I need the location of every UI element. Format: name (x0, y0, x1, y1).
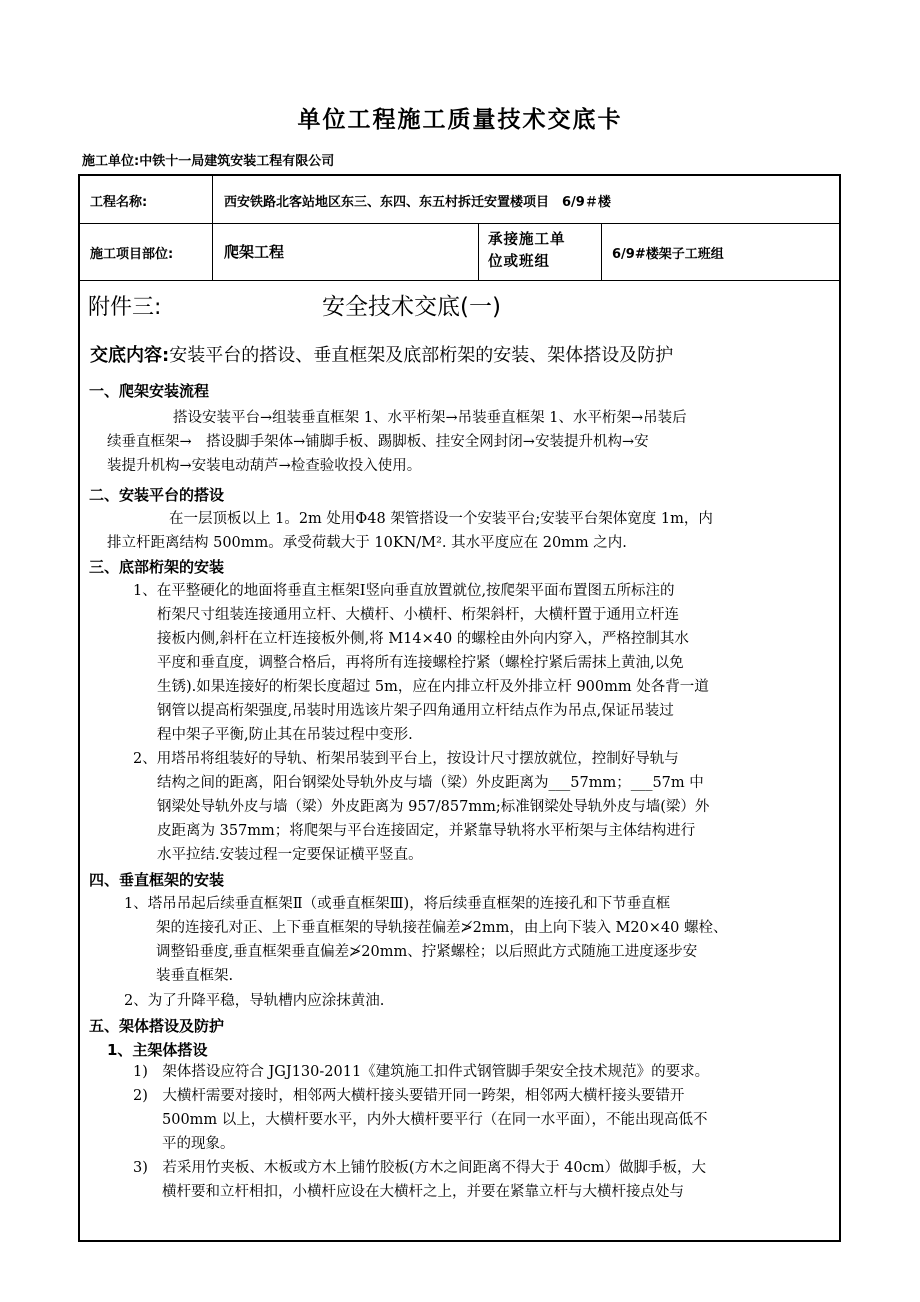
text-line: 1、在平整硬化的地面将垂直主框架Ⅰ竖向垂直放置就位,按爬架平面布置图五所标注的 (133, 583, 675, 599)
text-line: 装提升机构→安装电动葫芦→检查验收投入使用。 (107, 458, 422, 474)
project-name-label: 工程名称: (90, 195, 148, 210)
text-line: 钢梁处导轨外皮与墙（梁）外皮距离为 957/857mm;标准钢梁处导轨外皮与墙(梁）外 (157, 799, 710, 815)
content-label: 交底内容: (90, 345, 170, 366)
paragraph (133, 747, 709, 867)
text-line: 结构之间的距离，阳台钢梁处导轨外皮与墙（梁）外皮距离为___57mm；___57m 中 (157, 775, 704, 791)
paragraph (107, 406, 687, 478)
subsection-heading: 1、主架体搭设 (107, 1041, 208, 1059)
text-line: 桁架尺寸组装连接通用立杆、大横杆、小横杆、桁架斜杆，大横杆置于通用立杆连 (157, 607, 679, 623)
section-heading: 一、爬架安装流程 (89, 382, 210, 400)
text-line: 排立杆距离结构 500mm。承受荷载大于 10KN/M². 其水平度应在 20mm 之内. (107, 535, 627, 551)
section-heading: 二、安装平台的搭设 (89, 486, 225, 504)
col-divider-contractor-left (478, 224, 479, 280)
col-divider-contractor-right (601, 224, 602, 280)
section-heading: 三、底部桁架的安装 (89, 558, 225, 576)
row-divider-1 (78, 223, 841, 224)
text-line: 2、用塔吊将组装好的导轨、桁架吊装到平台上，按设计尺寸摆放就位，控制好导轨与 (133, 751, 679, 767)
col-divider-label (212, 175, 213, 280)
text-line: 平度和垂直度，调整合格后，再将所有连接螺栓拧紧（螺栓拧紧后需抹上黄油,以免 (157, 655, 684, 671)
attachment-label: 附件三: (88, 295, 162, 320)
project-part-value: 爬架工程 (224, 243, 285, 261)
paragraph (133, 1060, 709, 1084)
text-line: 续垂直框架→ 搭设脚手架体→铺脚手板、踢脚板、挂安全网封闭→安装提升机构→安 (107, 434, 649, 450)
text-line: 3) 若采用竹夹板、木板或方木上铺竹胶板(方木之间距离不得大于 40cm）做脚手板，大 (133, 1160, 706, 1176)
section-heading: 四、垂直框架的安装 (89, 871, 225, 889)
text-line: 平的现象。 (133, 1136, 235, 1152)
text-line: 搭设安装平台→组装垂直框架 1、水平桁架→吊装垂直框架 1、水平桁架→吊装后 (173, 410, 687, 426)
section-heading: 五、架体搭设及防护 (89, 1017, 225, 1035)
disclosure-content (90, 341, 673, 367)
text-line: 装垂直框架. (156, 968, 234, 984)
text-line: 程中架子平衡,防止其在吊装过程中变形. (157, 727, 413, 743)
project-name-value: 西安铁路北客站地区东三、东四、东五村拆迁安置楼项目 6/9＃楼 (224, 195, 611, 210)
text-line: 钢管以提高桁架强度,吊装时用选该片架子四角通用立杆结点作为吊点,保证吊装过 (157, 703, 674, 719)
text-line: 1、塔吊吊起后续垂直框架Ⅱ（或垂直框架Ⅲ)，将后续垂直框架的连接孔和下节垂直框 (124, 896, 671, 912)
paragraph (107, 507, 713, 555)
construction-unit: 施工单位:中铁十一局建筑安装工程有限公司 (82, 154, 335, 169)
contractor-label-line-2: 位或班组 (488, 254, 550, 270)
contractor-label-line-1: 承接施工单 (488, 232, 566, 248)
text-line: 水平拉结.安装过程一定要保证横平竖直。 (157, 847, 423, 863)
text-line: 皮距离为 357mm；将爬架与平台连接固定，并紧靠导轨将水平桁架与主体结构进行 (157, 823, 696, 839)
text-line: 调整铅垂度,垂直框架垂直偏差≯20mm、拧紧螺栓；以后照此方式随施工进度逐步安 (156, 944, 698, 960)
text-line: 横杆要和立杆相扣，小横杆应设在大横杆之上，并要在紧靠立杆与大横杆接点处与 (133, 1184, 684, 1200)
text-line: 接板内侧,斜杆在立杆连接板外侧,将 M14×40 的螺栓由外向内穿入，严格控制其水 (157, 631, 689, 647)
text-line: 2、为了升降平稳，导轨槽内应涂抹黄油. (124, 993, 385, 1009)
paragraph (133, 579, 709, 747)
text-line: 生锈).如果连接好的桁架长度超过 5m，应在内排立杆及外排立杆 900mm 处各背一道 (157, 679, 709, 695)
paragraph (124, 989, 384, 1013)
text-line: 500mm 以上，大横杆要水平，内外大横杆要平行（在同一水平面），不能出现高低不 (133, 1112, 708, 1128)
document-title: 单位工程施工质量技术交底卡 (297, 107, 623, 133)
text-line: 2) 大横杆需要对接时，相邻两大横杆接头要错开同一跨架，相邻两大横杆接头要错开 (133, 1088, 685, 1104)
text-line: 架的连接孔对正、上下垂直框架的导轨接茬偏差≯2mm，由上向下装入 M20×40 螺栓、 (156, 920, 728, 936)
contractor-label (488, 229, 566, 273)
row-divider-2 (78, 280, 841, 281)
text-line: 1) 架体搭设应符合 JGJ130-2011《建筑施工扣件式钢管脚手架安全技术规范》的要求。 (133, 1064, 710, 1080)
attachment-title: 安全技术交底(一) (322, 294, 501, 320)
content-value: 安装平台的搭设、垂直框架及底部桁架的安装、架体搭设及防护 (169, 345, 674, 366)
paragraph (133, 1156, 706, 1204)
text-line: 在一层顶板以上 1。2m 处用Φ48 架管搭设一个安装平台;安装平台架体宽度 1m，内 (169, 511, 713, 527)
project-part-label: 施工项目部位: (90, 247, 174, 262)
paragraph (124, 892, 728, 988)
paragraph (133, 1084, 708, 1156)
contractor-value: 6/9#楼架子工班组 (612, 247, 724, 262)
